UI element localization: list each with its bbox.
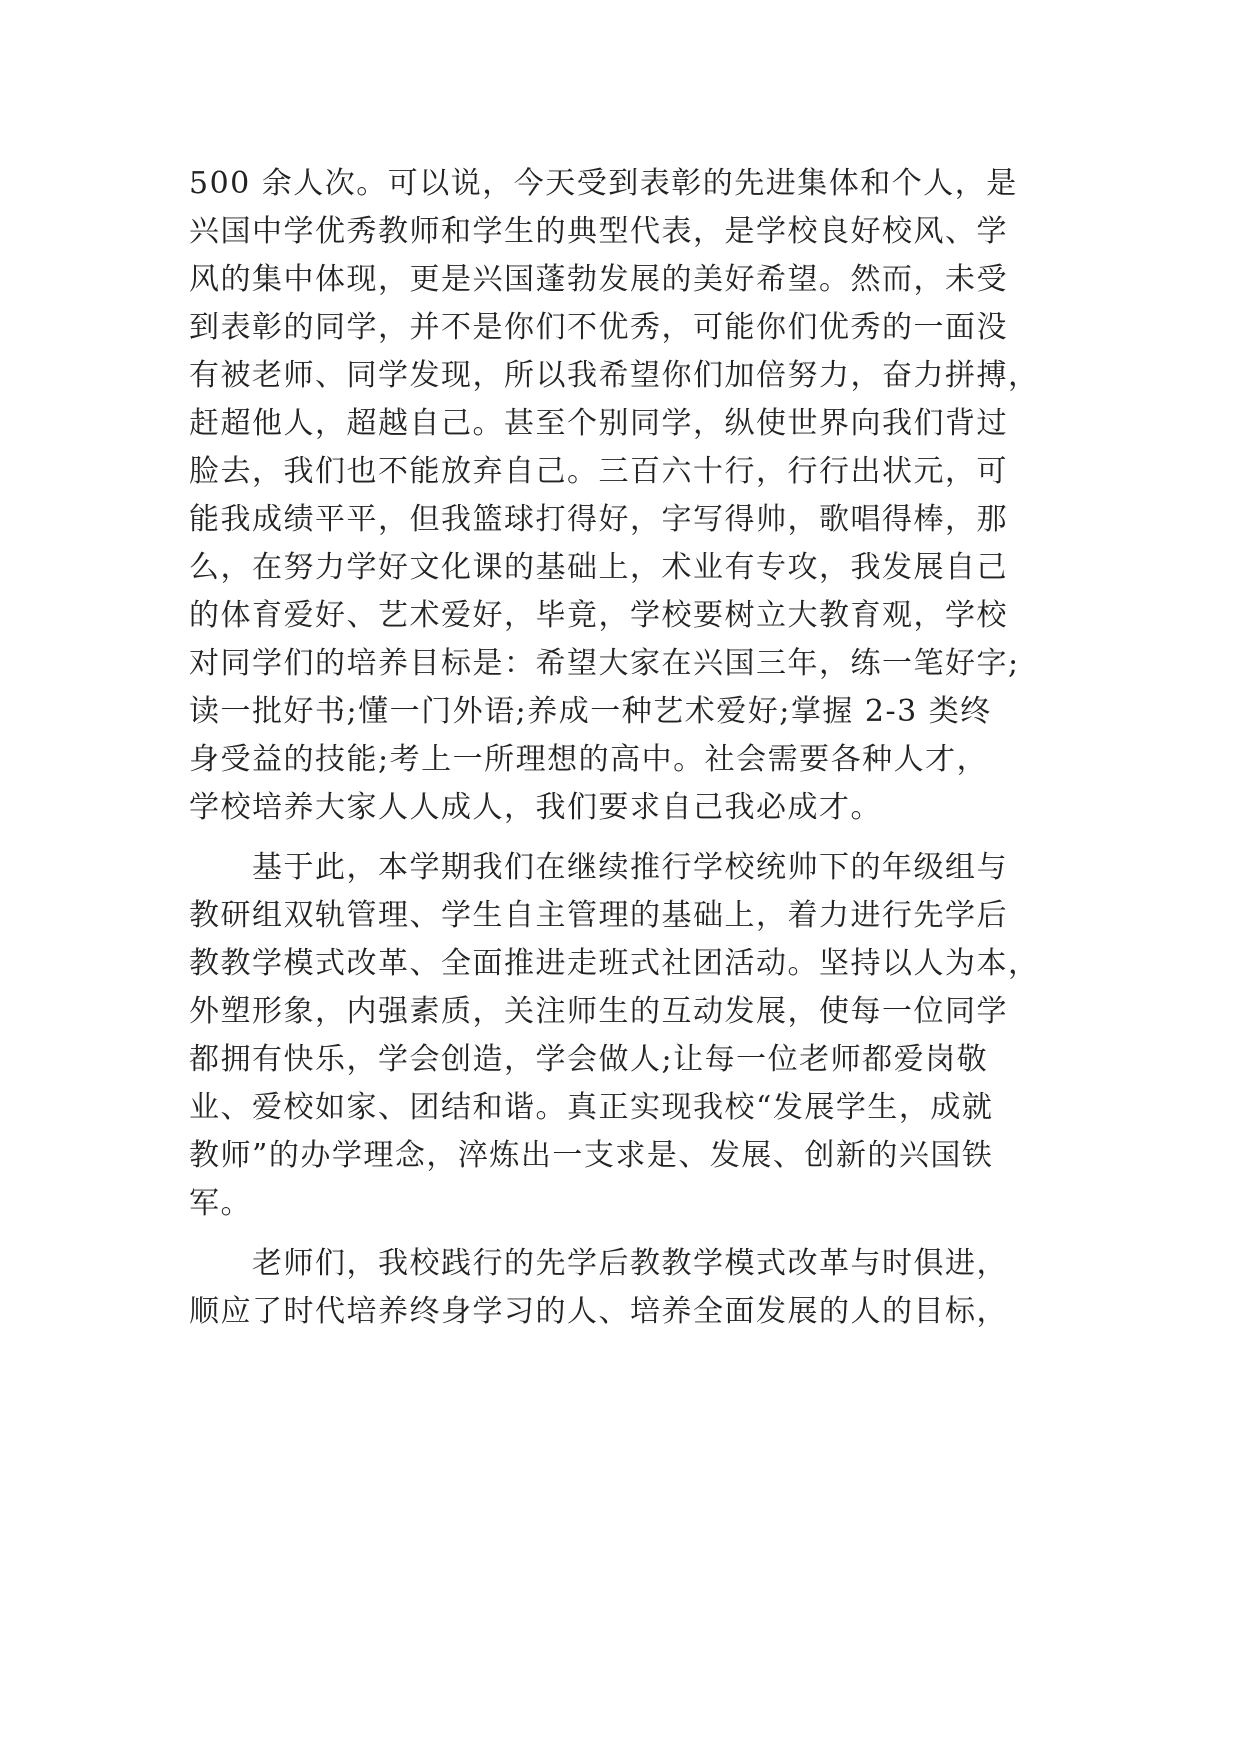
text-line: 基于此，本学期我们在继续推行学校统帅下的年级组与 (189, 850, 1008, 885)
text-line: 学校培养大家人人成人，我们要求自己我必成才。 (189, 790, 882, 825)
text-line: 老师们，我校践行的先学后教教学模式改革与时俱进， (189, 1246, 1008, 1281)
text-line: 身受益的技能;考上一所理想的高中。社会需要各种人才， (189, 742, 989, 777)
text-line: 到表彰的同学，并不是你们不优秀，可能你们优秀的一面没 (189, 310, 1008, 345)
text-line: 兴国中学优秀教师和学生的典型代表，是学校良好校风、学 (189, 214, 1008, 249)
text-line: 风的集中体现，更是兴国蓬勃发展的美好希望。然而，未受 (189, 262, 1008, 297)
body-text (189, 160, 1069, 1336)
text-line: 读一批好书;懂一门外语;养成一种艺术爱好;掌握 2-3 类终 (189, 694, 992, 729)
text-line: 教教学模式改革、全面推进走班式社团活动。坚持以人为本， (189, 946, 1040, 981)
text-line: 500 余人次。可以说，今天受到表彰的先进集体和个人，是 (189, 166, 1018, 201)
paragraph-2 (189, 844, 1069, 1228)
text-line: 外塑形象，内强素质，关注师生的互动发展，使每一位同学 (189, 994, 1008, 1029)
text-line: 的体育爱好、艺术爱好，毕竟，学校要树立大教育观，学校 (189, 598, 1008, 633)
text-line: 军。 (189, 1186, 252, 1221)
text-line: 对同学们的培养目标是：希望大家在兴国三年，练一笔好字; (189, 646, 1020, 681)
text-line: 都拥有快乐，学会创造，学会做人;让每一位老师都爱岗敬 (189, 1042, 989, 1077)
text-line: 能我成绩平平，但我篮球打得好，字写得帅，歌唱得棒，那 (189, 502, 1008, 537)
text-line: 脸去，我们也不能放弃自己。三百六十行，行行出状元，可 (189, 454, 1008, 489)
paragraph-3 (189, 1240, 1069, 1336)
text-line: 赶超他人，超越自己。甚至个别同学，纵使世界向我们背过 (189, 406, 1008, 441)
text-line: 教师”的办学理念，淬炼出一支求是、发展、创新的兴国铁 (189, 1138, 994, 1173)
text-line: 业、爱校如家、团结和谐。真正实现我校“发展学生，成就 (189, 1090, 994, 1125)
paragraph-1 (189, 160, 1069, 832)
text-line: 教研组双轨管理、学生自主管理的基础上，着力进行先学后 (189, 898, 1008, 933)
text-line: 有被老师、同学发现，所以我希望你们加倍努力，奋力拼搏， (189, 358, 1040, 393)
text-line: 顺应了时代培养终身学习的人、培养全面发展的人的目标， (189, 1294, 1008, 1329)
text-line: 么，在努力学好文化课的基础上，术业有专攻，我发展自己 (189, 550, 1008, 585)
